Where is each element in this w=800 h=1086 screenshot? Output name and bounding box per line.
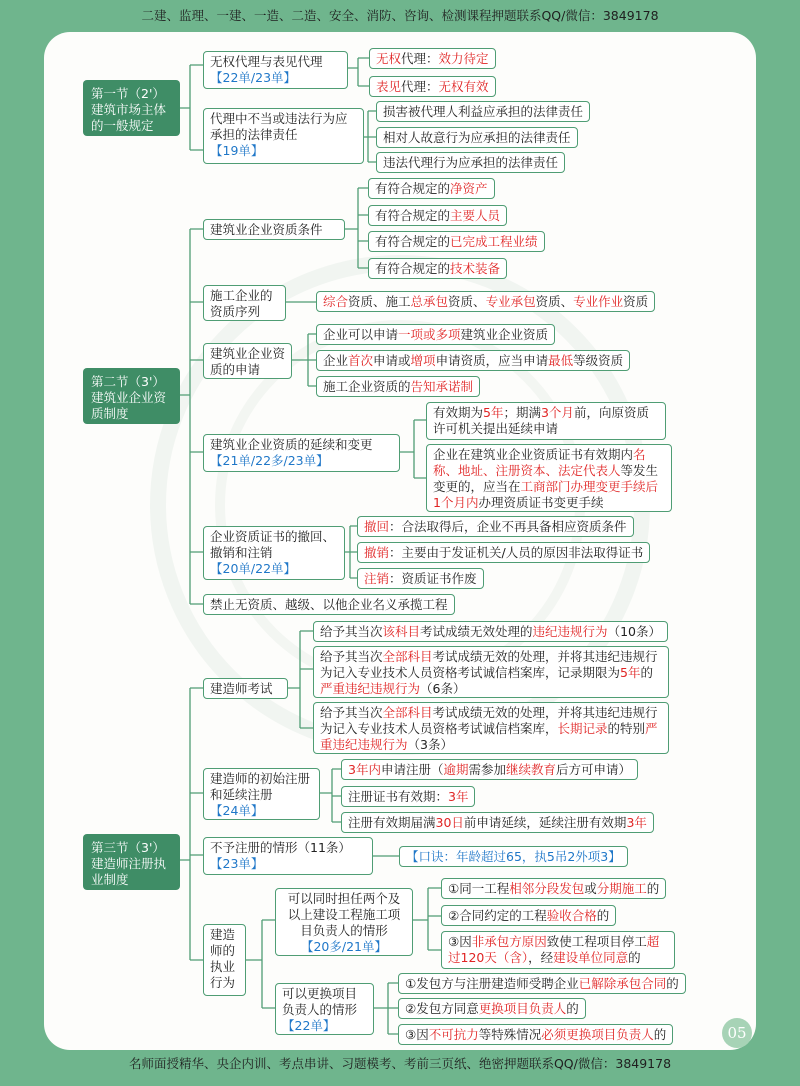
leaf-unauthorized: 无权代理：效力待定 — [369, 48, 496, 69]
node-no-registration — [203, 837, 373, 875]
node-qualification-sequence: 施工企业的资质序列 — [203, 285, 286, 321]
leaf-replace-3: ③因不可抗力等特殊情况必须更换项目负责人的 — [398, 1024, 673, 1045]
leaf-application-2: 企业首次申请或增项申请资质，应当申请最低等级资质 — [316, 350, 630, 371]
leaf-withdraw: 撤回：合法取得后，企业不再具备相应资质条件 — [357, 516, 634, 537]
section-1-title: 第一节（2'）建筑市场主体的一般规定 — [83, 80, 180, 136]
node-practice-behavior: 建造师的执业行为 — [203, 924, 246, 996]
node-multi-projects-label: 可以同时担任两个及以上建设工程施工项目负责人的情形 — [287, 891, 401, 938]
leaf-mnemonic: 【口诀：年龄超过65，执5吊2外项3】 — [399, 846, 628, 867]
leaf-application-1: 企业可以申请一项或多项建筑业企业资质 — [316, 324, 555, 345]
leaf-registration-3: 注册有效期届满30日前申请延续，延续注册有效期3年 — [341, 812, 654, 833]
node-agency-label: 无权代理与表见代理 — [210, 54, 323, 69]
section-3-title: 第三节（3'）建造师注册执业制度 — [83, 834, 180, 890]
node-qualification-application: 建筑业企业资质的申请 — [203, 343, 292, 379]
node-no-registration-tag: 【23单】 — [210, 856, 264, 871]
leaf-liability-1: 损害被代理人利益应承担的法律责任 — [376, 101, 590, 122]
section-2-title: 第二节（3'）建筑业企业资质制度 — [83, 368, 180, 424]
leaf-multi-3: ③因非承包方原因致使工程项目停工超过120天（含），经建设单位同意的 — [441, 931, 675, 969]
node-replace-manager — [275, 983, 374, 1035]
leaf-condition-2: 有符合规定的主要人员 — [368, 205, 507, 226]
node-registration-tag: 【24单】 — [210, 803, 264, 818]
node-registration — [203, 768, 320, 820]
leaf-multi-2: ②合同约定的工程验收合格的 — [441, 905, 616, 926]
node-agency-liability-label: 代理中不当或违法行为应承担的法律责任 — [210, 111, 348, 142]
leaf-condition-4: 有符合规定的技术装备 — [368, 258, 507, 279]
node-agency-liability — [203, 108, 364, 164]
node-qualification-conditions: 建筑业企业资质条件 — [203, 219, 345, 240]
leaf-multi-1: ①同一工程相邻分段发包或分期施工的 — [441, 878, 666, 899]
node-replace-manager-tag: 【22单】 — [282, 1018, 336, 1033]
leaf-revoke: 撤销：主要由于发证机关/人员的原因非法取得证书 — [357, 542, 650, 563]
leaf-exam-2: 给予其当次全部科目考试成绩无效的处理，并将其违纪违规行为记入专业技术人员资格考试诚信档案库，记录期限为5年的严重违纪违规行为（6条） — [313, 646, 669, 698]
node-multi-projects — [275, 888, 413, 956]
leaf-sequence: 综合资质、施工总承包资质、专业承包资质、专业作业资质 — [316, 291, 655, 312]
leaf-apparent: 表见代理：无权有效 — [369, 76, 496, 97]
node-certificate-revocation-label: 企业资质证书的撤回、撤销和注销 — [210, 529, 336, 560]
node-no-registration-label: 不予注册的情形（11条） — [210, 840, 351, 855]
top-banner: 二建、监理、一建、一造、二造、安全、消防、咨询、检测课程押题联系QQ/微信：3849178 — [141, 8, 659, 23]
node-agency-liability-tag: 【19单】 — [210, 143, 264, 158]
node-certificate-revocation-tag: 【20单/22单】 — [210, 561, 297, 576]
leaf-condition-3: 有符合规定的已完成工程业绩 — [368, 231, 545, 252]
leaf-registration-2: 注册证书有效期：3年 — [341, 786, 475, 807]
node-prohibition: 禁止无资质、越级、以他企业名义承揽工程 — [203, 594, 455, 615]
leaf-application-3: 施工企业资质的告知承诺制 — [316, 376, 480, 397]
bottom-banner: 名师面授精华、央企内训、考点串讲、习题模考、考前三页纸、绝密押题联系QQ/微信：3849178 — [128, 1056, 672, 1071]
node-renewal-change — [203, 434, 400, 472]
page-number-badge: 05 — [722, 1018, 752, 1048]
leaf-exam-3: 给予其当次全部科目考试成绩无效的处理，并将其违纪违规行为记入专业技术人员资格考试诚信档案库，长期记录的特别严重违纪违规行为（3条） — [313, 702, 669, 754]
node-multi-projects-tag: 【20多/21单】 — [300, 939, 388, 954]
node-renewal-change-label: 建筑业企业资质的延续和变更 — [210, 437, 373, 452]
leaf-renewal: 有效期为5年；期满3个月前，向原资质许可机关提出延续申请 — [426, 402, 666, 440]
node-agency-tag: 【22单/23单】 — [210, 70, 297, 85]
leaf-replace-2: ②发包方同意更换项目负责人的 — [398, 998, 586, 1019]
leaf-liability-2: 相对人故意行为应承担的法律责任 — [376, 127, 578, 148]
leaf-registration-1: 3年内申请注册（逾期需参加继续教育后方可申请） — [341, 759, 638, 780]
node-renewal-change-tag: 【21单/22多/23单】 — [210, 453, 329, 468]
leaf-change: 企业在建筑业企业资质证书有效期内名称、地址、注册资本、法定代表人等发生变更的，应当在工商部门办理变更手续后1个月内办理资质证书变更手续 — [426, 444, 672, 512]
node-replace-manager-label: 可以更换项目负责人的情形 — [282, 986, 358, 1017]
node-constructor-exam: 建造师考试 — [203, 678, 288, 699]
leaf-exam-1: 给予其当次该科目考试成绩无效处理的违纪违规行为（10条） — [313, 621, 668, 642]
node-certificate-revocation — [203, 526, 345, 580]
node-agency — [203, 51, 348, 89]
leaf-liability-3: 违法代理行为应承担的法律责任 — [376, 152, 565, 173]
leaf-replace-1: ①发包方与注册建造师受聘企业已解除承包合同的 — [398, 973, 686, 994]
leaf-condition-1: 有符合规定的净资产 — [368, 178, 495, 199]
leaf-cancel: 注销：资质证书作废 — [357, 568, 484, 589]
node-registration-label: 建造师的初始注册和延续注册 — [210, 771, 311, 802]
